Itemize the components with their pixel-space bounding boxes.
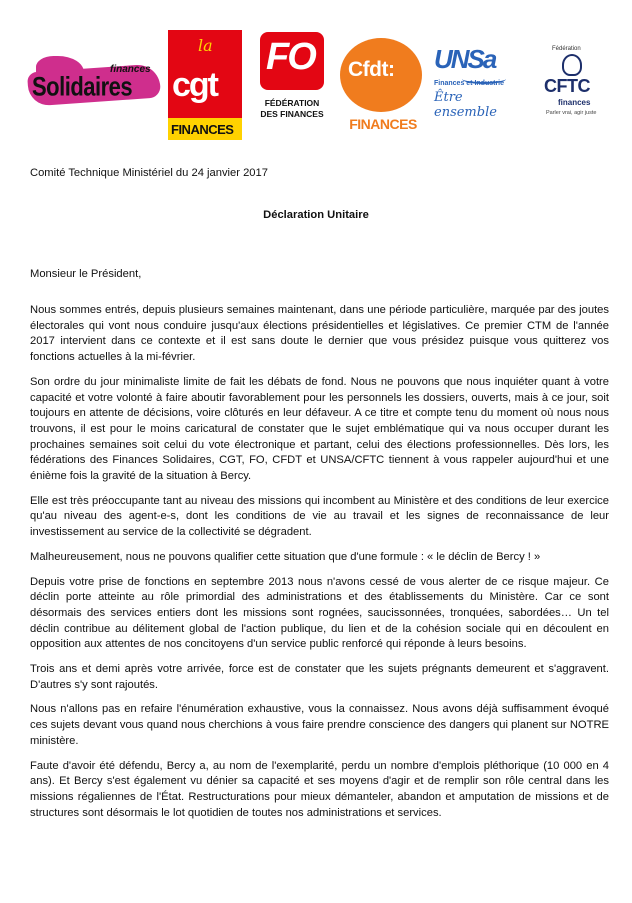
fo-federation <box>254 98 330 120</box>
paragraph: Nous n'allons pas en refaire l'énumération exhaustive, vous la connaissez. Nous avons déjà suffisamment évoqué ces sujets devant vous quand nous cherchions à vous faire prendre conscience des dangers qui planent sur NOTRE ministère. <box>30 703 609 747</box>
salutation: Monsieur le Président, <box>30 268 142 280</box>
paragraph: Depuis votre prise de fonctions en septembre 2013 nous n'avons cessé de vous alerter de ce risque majeur. Ce déclin porte atteinte au rôle primordial des administrations et des établissements du Ministère. Car ce sont désormais des services entiers dont les missions sont rognées, saucissonnées, tronquées, sabordées… Un tel déclin contribue au délitement global de l'action publique, du lien et de la cohésion sociale qui en découlent en opposition aux attentes de nos concitoyens d'un service public renforcé qui réponde à leurs besoins. <box>30 575 609 651</box>
paragraph: Son ordre du jour minimaliste limite de fait les débats de fond. Nous ne pouvons que nous inquiéter quant à votre capacité et votre volonté à faire aboutir favorablement pour les personnels les dossiers, ouverts, mais à ce jour, soit toujours en attente de décisions, voire clôturés en leur défaveur. A ce titre et compte tenu du moment où nous nous trouvons, il est pour le moins caricatural de constater que le sujet emblématique qui va nous occuper durant les prochaines semaines soit celui du vote électronique et partant, celui des élections professionnelles. Dès lors, les fédérations des Finances Solidaires, CGT, FO, CFDT et UNSA/CFTC tiennent à vous rappeler aujourd'hui et une énième fois la gravité de la situation à Bercy. <box>30 375 609 483</box>
paragraph: Malheureusement, nous ne pouvons qualifier cette situation que d'une formule : « le déclin de Bercy ! » <box>30 550 541 563</box>
fo-name: FO <box>266 36 315 78</box>
paragraph: Trois ans et demi après votre arrivée, force est de constater que les sujets prégnants demeurent et s'aggravent. D'autres s'y sont rajoutés. <box>30 663 609 691</box>
cftc-name: CFTC <box>544 76 590 96</box>
cfdt-sub: FINANCES <box>349 116 417 132</box>
cfdt-finances-logo <box>340 38 422 142</box>
document-body <box>30 303 609 830</box>
solidaires-sub: finances <box>110 64 151 75</box>
unsa-line1: Finances et Industrie <box>434 80 505 87</box>
cftc-emblem-icon <box>562 54 582 76</box>
paragraph: Elle est très préoccupante tant au niveau des missions qui incombent au Ministère et des conditions de leur exercice qu'au niveau des agent-e-s, dont les conditions de vie au travail et les signes de reconnaissance de leur investissement au service de la collectivité se dégradent. <box>30 494 609 539</box>
unsa-line2: Être ensemble <box>434 90 497 120</box>
paragraph: Faute d'avoir été défendu, Bercy a, au nom de l'exemplarité, perdu un nombre d'emplois pléthorique (10 000 en 4 ans). Et Bercy s'est également vu dénier sa capacité et ses moyens d'agir et de remplir son rôle central dans les missions régaliennes de l'État. Restructurations pour mieux démanteler, abandon et amputation de missions et de structures sont désormais le lot quotidien de toutes nos administrations et services. <box>30 759 609 819</box>
cgt-finances-logo <box>168 30 242 140</box>
cfdt-name: Cfdt: <box>348 58 395 81</box>
solidaires-finances-logo <box>28 50 162 110</box>
fo-sub1: FÉDÉRATION <box>264 98 320 108</box>
committee-line: Comité Technique Ministériel du 24 janvier 2017 <box>30 167 268 179</box>
cftc-sub: finances <box>558 98 591 107</box>
cftc-slogan: Parler vrai, agir juste <box>546 110 597 116</box>
cftc-finances-logo <box>538 46 608 132</box>
union-logos-bar <box>22 28 612 143</box>
fo-finances-logo <box>254 32 330 140</box>
unsa-finances-logo <box>432 44 524 136</box>
fo-sub2: DES FINANCES <box>260 109 324 119</box>
document-title: Déclaration Unitaire <box>263 209 369 221</box>
cgt-name: cgt <box>172 66 217 104</box>
cgt-sub: FINANCES <box>171 122 234 137</box>
unsa-name: UNSa <box>434 44 496 74</box>
cftc-pre: Fédération <box>552 46 581 52</box>
cgt-top: la <box>198 36 213 55</box>
solidaires-name: Solidaires <box>32 71 133 102</box>
paragraph: Nous sommes entrés, depuis plusieurs semaines maintenant, dans une période particulière, marquée par des joutes électorales qui vont nous conduire jusqu'aux élections présidentielles et législatives. Ce premier CTM de l'année 2017 intervient dans ce contexte et il est sans doute le dernier que vous présidez puisque vous quitterez vos fonctions actuelles à la mi-février. <box>30 304 609 364</box>
